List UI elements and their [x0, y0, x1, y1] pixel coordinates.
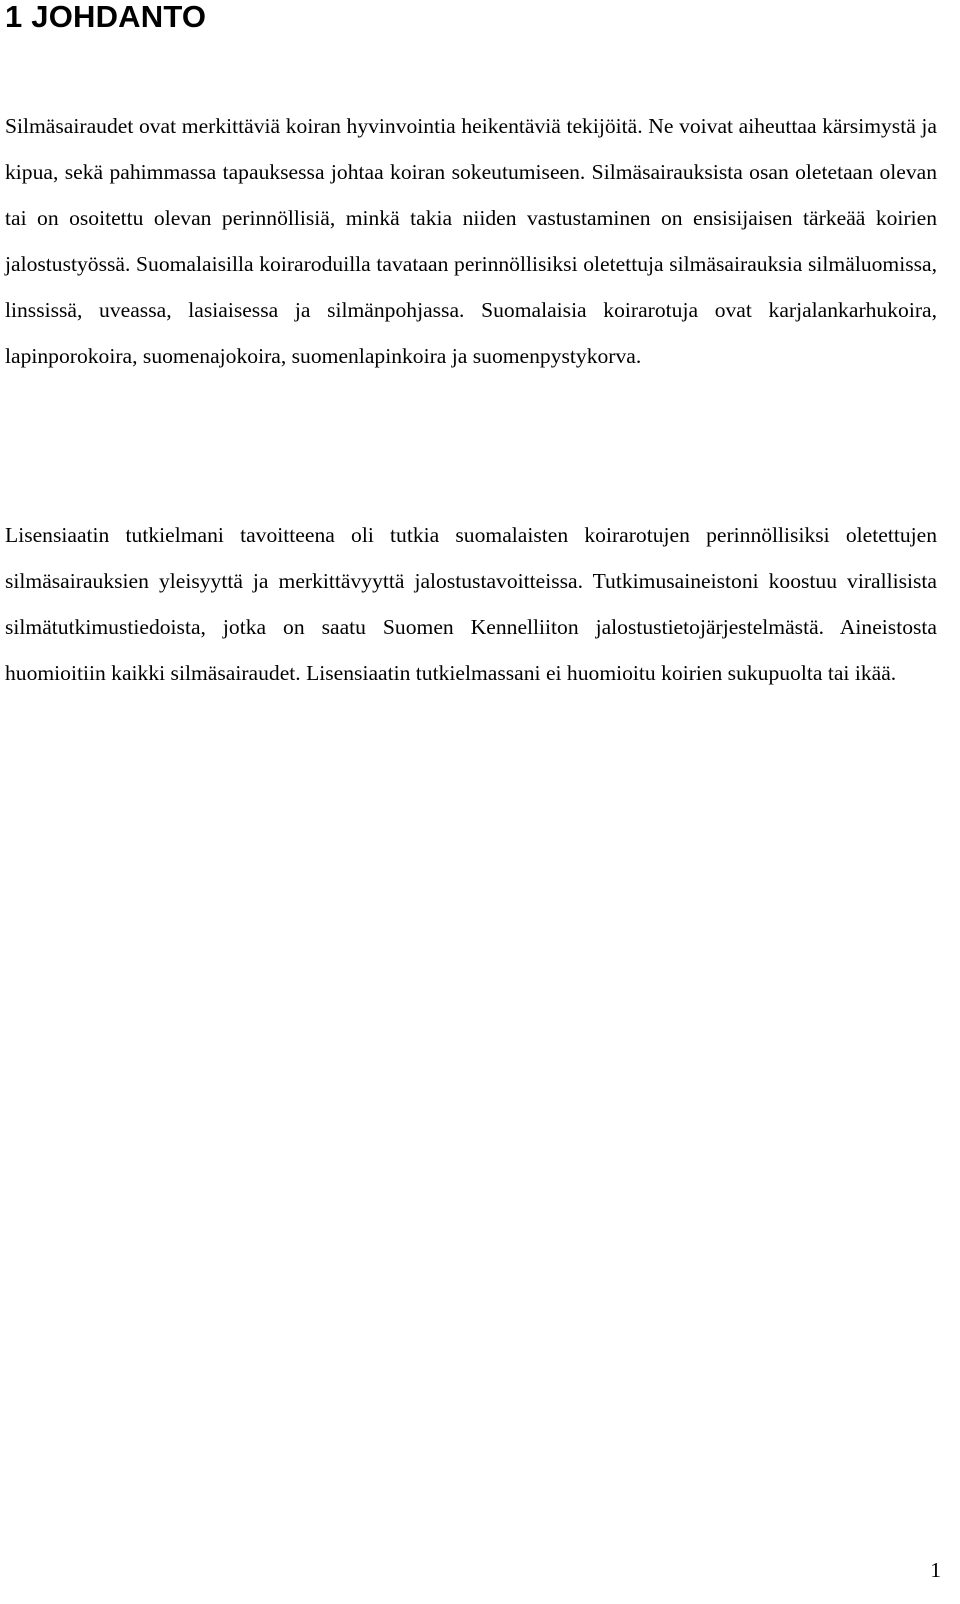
paragraph-introduction: Silmäsairaudet ovat merkittäviä koiran hyvinvointia heikentäviä tekijöitä. Ne voivat aiheuttaa kärsimystä ja kipua, sekä pahimmassa tapauksessa johtaa koiran sokeutumiseen. Silmäsairauksista osan oletetaan olevan tai on osoitettu olevan perinnöllisiä, minkä takia niiden vastustaminen on ensisijaisen tärkeää koirien jalostustyössä. Suomalaisilla koiraroduilla tavataan perinnöllisiksi oletettuja silmäsairauksia silmäluomissa, linssissä, uveassa, lasiaisessa ja silmänpohjassa. Suomalaisia koirarotuja ovat karjalankarhukoira, lapinporokoira, suomenajokoira, suomenlapinkoira ja suomenpystykorva. [5, 114, 937, 368]
chapter-heading: 1 JOHDANTO [5, 0, 207, 34]
page-number: 1 [930, 1558, 941, 1582]
paragraph-research-goal: Lisensiaatin tutkielmani tavoitteena oli tutkia suomalaisten koirarotujen perinnöllisiksi oletettujen silmäsairauksien yleisyyttä ja merkittävyyttä jalostustavoitteissa. Tutkimusaineistoni koostuu virallisista silmätutkimustiedoista, jotka on saatu Suomen Kennelliiton jalostustietojärjestelmästä. Aineistosta huomioitiin kaikki silmäsairaudet. Lisensiaatin tutkielmassani ei huomioitu koirien sukupuolta tai ikää. [5, 523, 937, 685]
